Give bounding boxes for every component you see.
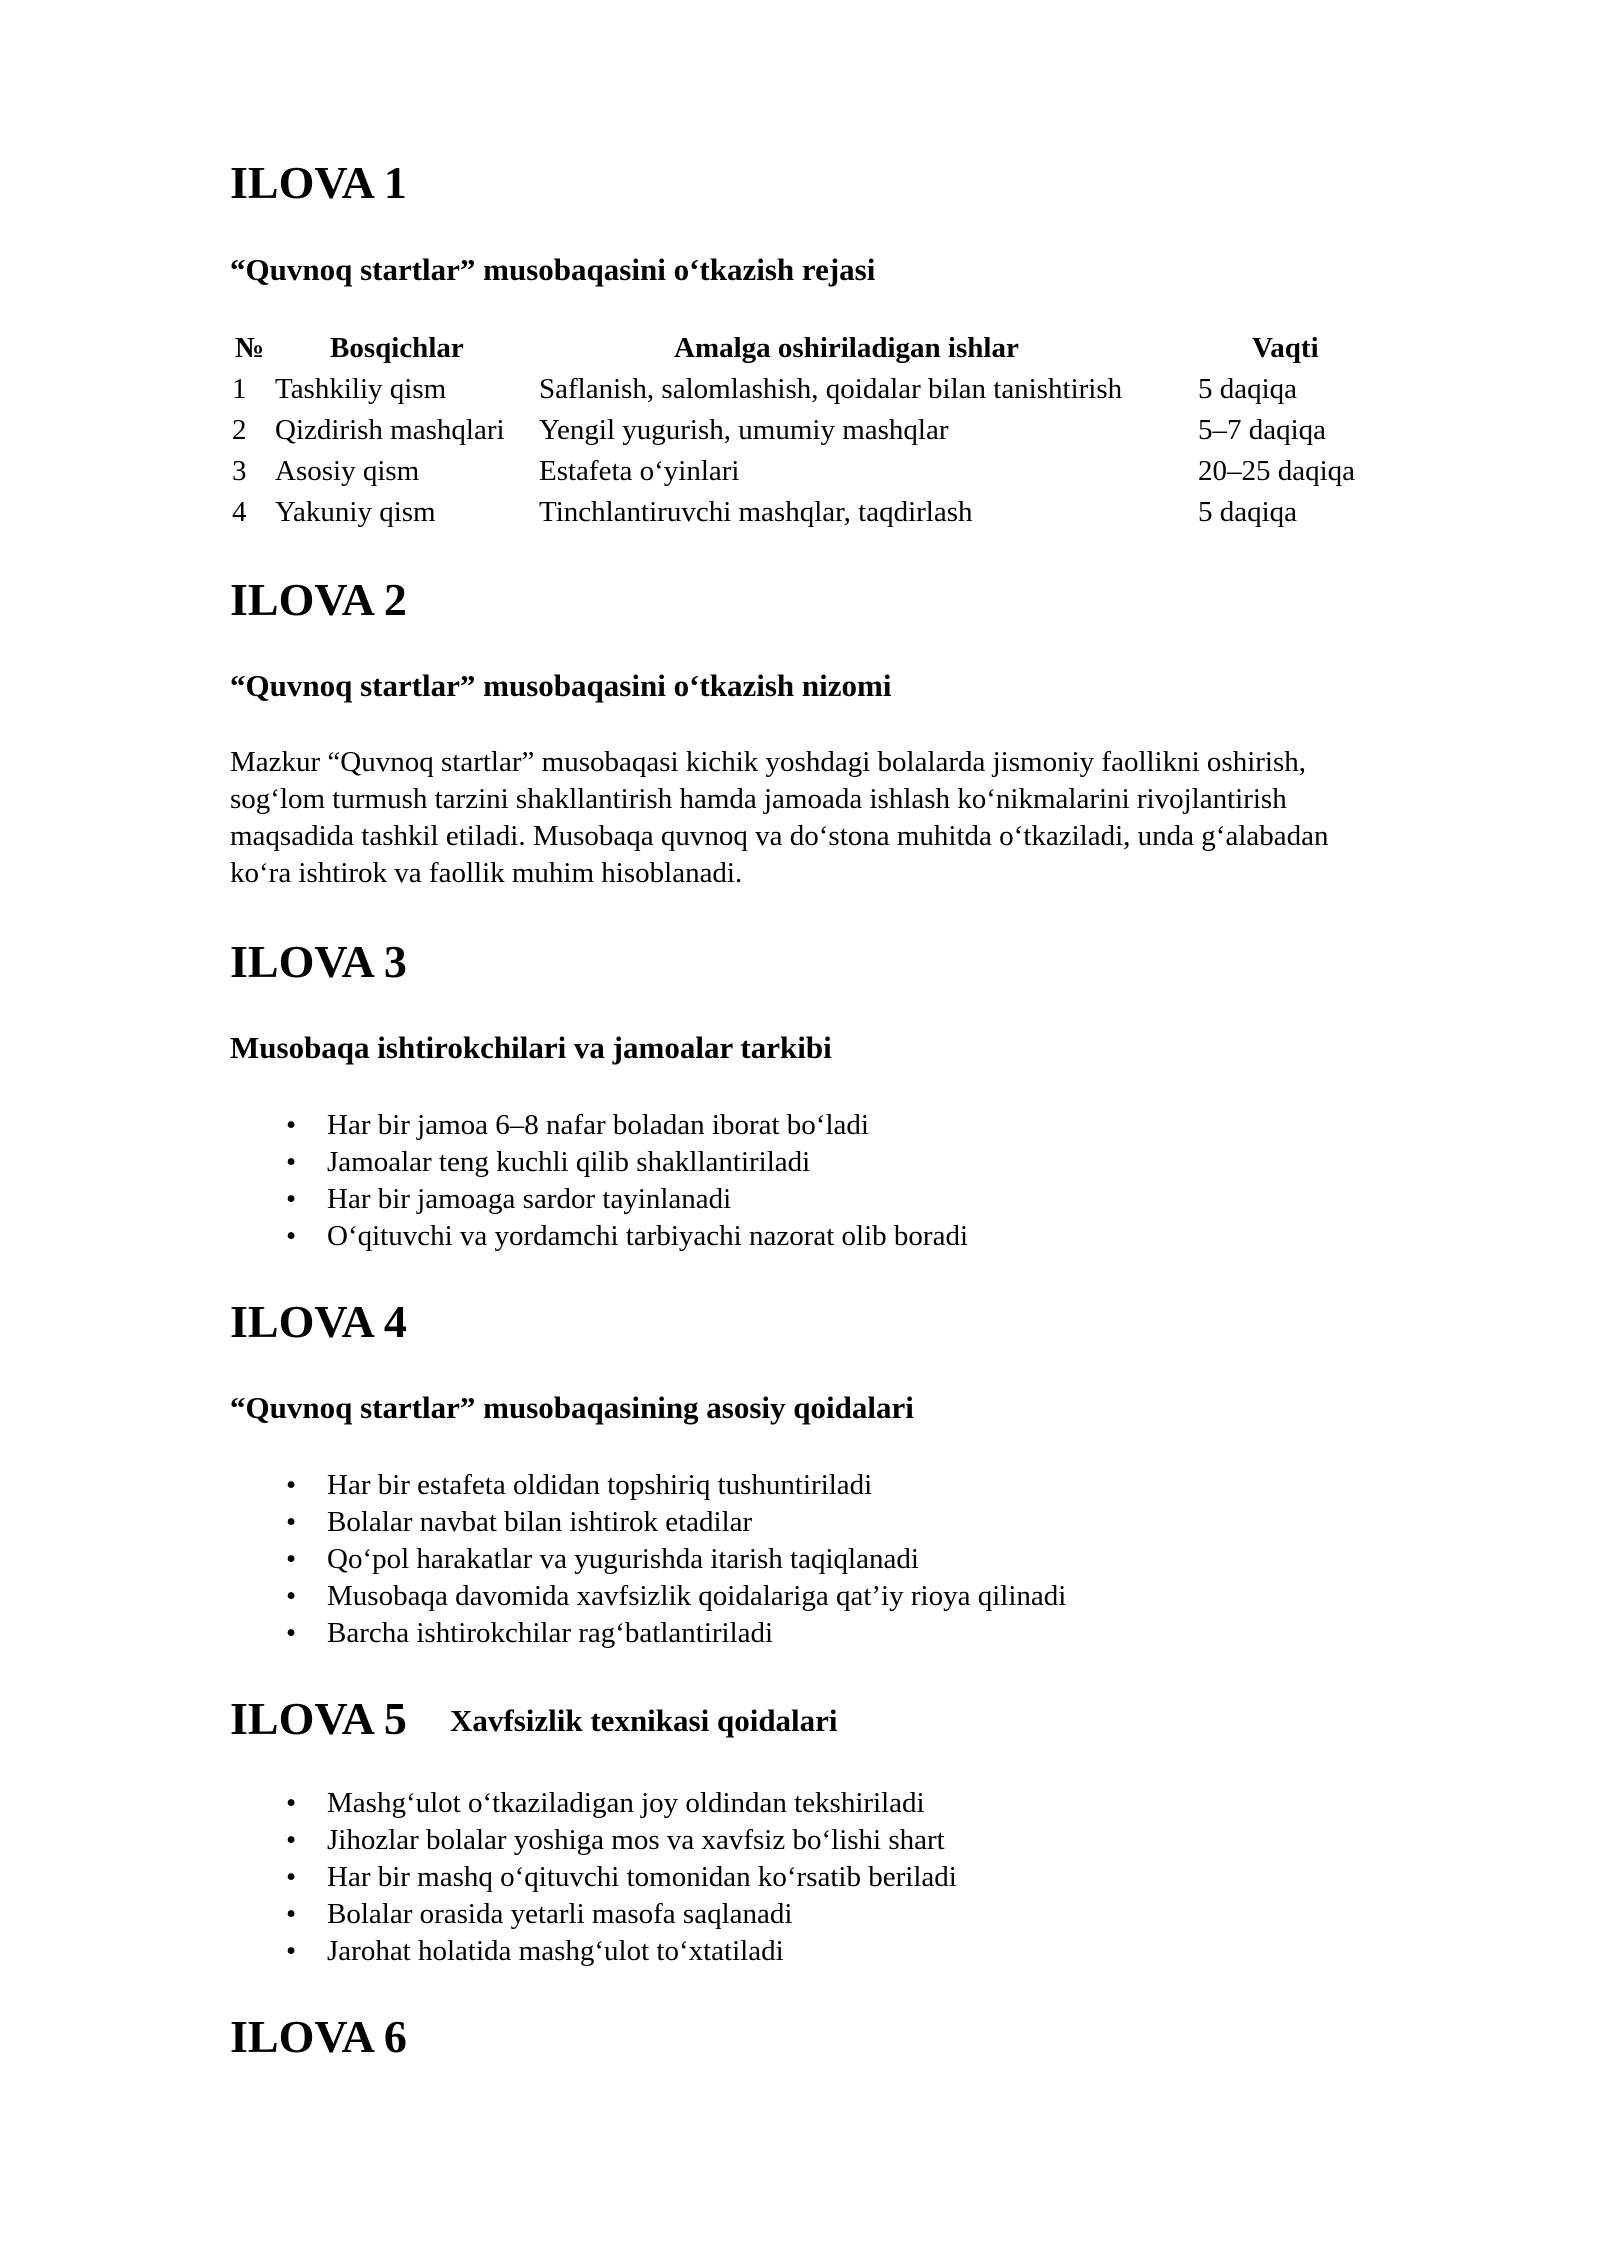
- list-item-text: Jamoalar teng kuchli qilib shakllantiriladi: [327, 1146, 811, 1178]
- bullet-icon: •: [286, 1109, 297, 1141]
- list-item-text: Mashg‘ulot o‘tkaziladigan joy oldindan tekshiriladi: [327, 1787, 925, 1819]
- ilova-3-heading: ILOVA 3: [230, 936, 407, 987]
- bullet-icon: •: [286, 1506, 297, 1538]
- table-header-time: Vaqti: [1252, 332, 1319, 364]
- list-item-text: Bolalar navbat bilan ishtirok etadilar: [327, 1506, 753, 1538]
- table-header-activities: Amalga oshiriladigan ishlar: [674, 332, 1019, 364]
- paragraph-line: ko‘ra ishtirok va faollik muhim hisoblanadi.: [230, 857, 743, 889]
- table-header-number: №: [235, 332, 265, 364]
- table-cell-activity: Estafeta o‘yinlari: [539, 455, 740, 487]
- table-cell-activity: Tinchlantiruvchi mashqlar, taqdirlash: [539, 496, 973, 528]
- table-cell-time: 5 daqiqa: [1198, 373, 1298, 405]
- list-item-text: Jihozlar bolalar yoshiga mos va xavfsiz bo‘lishi shart: [327, 1824, 945, 1856]
- table-cell-time: 20–25 daqiqa: [1198, 455, 1356, 487]
- paragraph-line: sog‘lom turmush tarzini shakllantirish hamda jamoada ishlash ko‘nikmalarini rivojlantirish: [230, 783, 1287, 815]
- table-cell-activity: Yengil yugurish, umumiy mashqlar: [539, 414, 949, 446]
- table-cell-activity: Saflanish, salomlashish, qoidalar bilan tanishtirish: [539, 373, 1123, 405]
- ilova-1-subtitle: “Quvnoq startlar” musobaqasini o‘tkazish rejasi: [230, 252, 876, 287]
- list-item-text: Bolalar orasida yetarli masofa saqlanadi: [327, 1898, 793, 1930]
- table-cell-number: 2: [232, 414, 247, 446]
- table-cell-stage: Qizdirish mashqlari: [275, 414, 505, 446]
- list-item-text: Har bir mashq o‘qituvchi tomonidan ko‘rsatib beriladi: [327, 1861, 957, 1893]
- table-cell-number: 4: [232, 496, 247, 528]
- paragraph-line: maqsadida tashkil etiladi. Musobaqa quvnoq va do‘stona muhitda o‘tkaziladi, unda g‘alabadan: [230, 820, 1329, 852]
- list-item-text: Qo‘pol harakatlar va yugurishda itarish taqiqlanadi: [327, 1543, 919, 1575]
- bullet-icon: •: [286, 1183, 297, 1215]
- ilova-2-heading: ILOVA 2: [230, 574, 407, 625]
- table-cell-stage: Asosiy qism: [275, 455, 420, 487]
- list-item-text: Har bir jamoaga sardor tayinlanadi: [327, 1183, 732, 1215]
- bullet-icon: •: [286, 1469, 297, 1501]
- ilova-5-heading: ILOVA 5: [230, 1693, 407, 1744]
- list-item-text: Jarohat holatida mashg‘ulot to‘xtatiladi: [327, 1935, 784, 1967]
- bullet-icon: •: [286, 1543, 297, 1575]
- bullet-icon: •: [286, 1146, 297, 1178]
- regulation-paragraph: [230, 744, 1470, 892]
- bullet-icon: •: [286, 1898, 297, 1930]
- table-cell-time: 5–7 daqiqa: [1198, 414, 1327, 446]
- table-header-stages: Bosqichlar: [330, 332, 464, 364]
- ilova-3-subtitle: Musobaqa ishtirokchilari va jamoalar tarkibi: [230, 1030, 832, 1065]
- table-cell-time: 5 daqiqa: [1198, 496, 1298, 528]
- ilova-4-subtitle: “Quvnoq startlar” musobaqasining asosiy qoidalari: [230, 1390, 914, 1425]
- bullet-icon: •: [286, 1787, 297, 1819]
- bullet-icon: •: [286, 1861, 297, 1893]
- bullet-icon: •: [286, 1580, 297, 1612]
- bullet-icon: •: [286, 1617, 297, 1649]
- bullet-icon: •: [286, 1935, 297, 1967]
- table-cell-number: 3: [232, 455, 247, 487]
- ilova-2-subtitle: “Quvnoq startlar” musobaqasini o‘tkazish nizomi: [230, 668, 892, 703]
- bullet-icon: •: [286, 1824, 297, 1856]
- list-item-text: Musobaqa davomida xavfsizlik qoidalariga qat’iy rioya qilinadi: [327, 1580, 1067, 1612]
- ilova-4-heading: ILOVA 4: [230, 1296, 407, 1347]
- list-item-text: Barcha ishtirokchilar rag‘batlantiriladi: [327, 1617, 774, 1649]
- list-item-text: O‘qituvchi va yordamchi tarbiyachi nazorat olib boradi: [327, 1220, 969, 1252]
- bullet-icon: •: [286, 1220, 297, 1252]
- list-item-text: Har bir estafeta oldidan topshiriq tushuntiriladi: [327, 1469, 873, 1501]
- table-cell-stage: Tashkiliy qism: [275, 373, 447, 405]
- ilova-6-heading: ILOVA 6: [230, 2011, 407, 2062]
- paragraph-line: Mazkur “Quvnoq startlar” musobaqasi kichik yoshdagi bolalarda jismoniy faollikni oshirish,: [230, 746, 1307, 778]
- table-cell-stage: Yakuniy qism: [275, 496, 436, 528]
- table-cell-number: 1: [232, 373, 247, 405]
- ilova-1-heading: ILOVA 1: [230, 157, 407, 208]
- list-item-text: Har bir jamoa 6–8 nafar boladan iborat bo‘ladi: [327, 1109, 869, 1141]
- ilova-5-subtitle: Xavfsizlik texnikasi qoidalari: [450, 1703, 838, 1738]
